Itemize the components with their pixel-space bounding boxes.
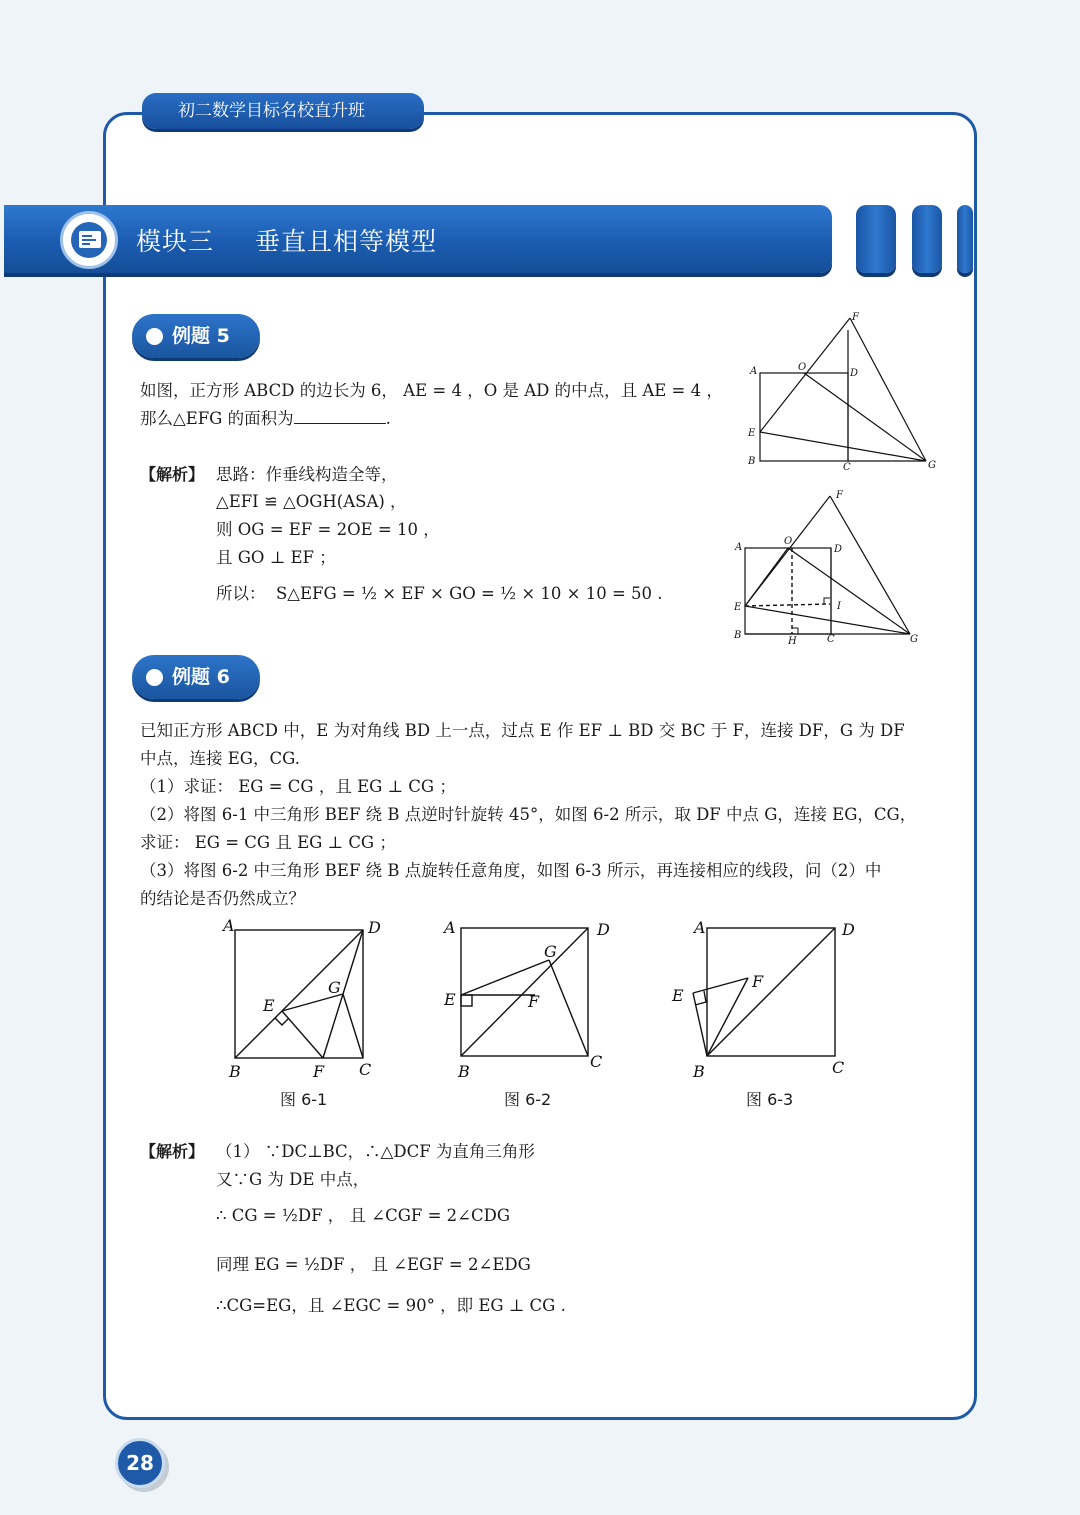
square-abcd bbox=[760, 373, 848, 461]
svg-text:D: D bbox=[850, 368, 859, 379]
svg-text:C: C bbox=[832, 1058, 845, 1077]
svg-text:D: D bbox=[368, 918, 381, 937]
example-6-p2: 中点，连接 EG，CG. bbox=[140, 749, 300, 768]
example-6-p6: （3）将图 6-2 中三角形 BEF 绕 B 点旋转任意角度，如图 6-3 所示，再连接相应的线段，问（2）中 bbox=[140, 861, 882, 880]
svg-text:C: C bbox=[590, 1052, 603, 1071]
example-6-solution-4: 同理 EG = ½DF ， 且 ∠EGF = 2∠EDG bbox=[216, 1255, 531, 1274]
example-6-p1: 已知正方形 ABCD 中，E 为对角线 BD 上一点，过点 E 作 EF ⊥ BD 交 BC 于 F，连接 DF，G 为 DF bbox=[140, 721, 905, 740]
module-title: 垂直且相等模型 bbox=[255, 227, 438, 256]
svg-text:G: G bbox=[328, 978, 341, 997]
svg-text:C: C bbox=[359, 1060, 372, 1079]
svg-text:G: G bbox=[544, 942, 557, 961]
example-5-analysis-2: △EFI ≌ △OGH(ASA) ， bbox=[216, 492, 407, 511]
example-6-p5: 求证： EG = CG 且 EG ⊥ CG ； bbox=[140, 833, 396, 852]
svg-text:G: G bbox=[910, 634, 918, 645]
example-5-analysis-1: 思路：作垂线构造全等， bbox=[216, 465, 398, 484]
svg-text:B: B bbox=[748, 456, 756, 467]
svg-text:A: A bbox=[444, 918, 456, 937]
example-5-analysis-4: 且 GO ⊥ EF ； bbox=[216, 548, 336, 567]
svg-text:E: E bbox=[748, 428, 756, 439]
svg-text:O: O bbox=[798, 362, 807, 373]
analysis-prefix: 所以： bbox=[216, 584, 266, 603]
svg-text:B: B bbox=[229, 1062, 241, 1081]
svg-text:F: F bbox=[313, 1062, 325, 1081]
example-5-line-1: 如图，正方形 ABCD 的边长为 6， AE = 4 ，O 是 AD 的中点，且 AE = 4 ， bbox=[140, 381, 723, 400]
banner-deco-bar bbox=[912, 205, 942, 273]
example-6-solution-2: 又∵G 为 DE 中点， bbox=[216, 1170, 370, 1189]
svg-text:E: E bbox=[672, 986, 684, 1005]
svg-text:D: D bbox=[842, 920, 855, 939]
banner-deco-bar bbox=[957, 205, 973, 273]
figure-6-3 bbox=[670, 915, 860, 1085]
svg-text:F: F bbox=[852, 312, 859, 323]
module-label: 模块三 bbox=[136, 227, 215, 256]
svg-text:E: E bbox=[444, 990, 456, 1009]
svg-text:E: E bbox=[734, 602, 742, 613]
example-6-badge-label: 例题 6 bbox=[172, 666, 230, 688]
example-6-solution-3: ∴ CG = ½DF ， 且 ∠CGF = 2∠CDG bbox=[216, 1206, 511, 1225]
module-icon bbox=[60, 211, 118, 269]
page-number: 28 bbox=[115, 1438, 165, 1488]
example-5-line-2 bbox=[140, 405, 391, 433]
example-6-solution-1: （1） ∵DC⊥BC，∴△DCF 为直角三角形 bbox=[216, 1142, 535, 1161]
example-6-p3: （1）求证： EG = CG ，且 EG ⊥ CG ； bbox=[140, 777, 456, 796]
banner-deco-bar bbox=[856, 205, 896, 273]
svg-text:F: F bbox=[836, 490, 843, 501]
svg-text:A: A bbox=[735, 542, 743, 553]
svg-text:F: F bbox=[752, 972, 764, 991]
figure-6-3-caption: 图 6-3 bbox=[746, 1090, 794, 1109]
svg-text:B: B bbox=[734, 630, 742, 641]
example-5-question: 那么△EFG 的面积为 bbox=[140, 409, 294, 428]
svg-text:E: E bbox=[263, 996, 275, 1015]
example-5-analysis-label: 【解析】 bbox=[140, 465, 205, 484]
series-title: 初二数学目标名校直升班 bbox=[178, 101, 365, 121]
svg-text:C: C bbox=[843, 462, 851, 473]
figure-6-1 bbox=[220, 915, 390, 1085]
svg-text:D: D bbox=[834, 544, 843, 555]
figure-6-2-caption: 图 6-2 bbox=[504, 1090, 552, 1109]
example-6-analysis-label: 【解析】 bbox=[140, 1142, 205, 1161]
example-6-p7: 的结论是否仍然成立？ bbox=[140, 889, 305, 908]
example-5-analysis-5 bbox=[216, 580, 663, 608]
svg-text:D: D bbox=[597, 920, 610, 939]
example-5-analysis-3: 则 OG = EF = 2OE = 10 ， bbox=[216, 520, 440, 539]
area-formula: S△EFG = ½ × EF × GO = ½ × 10 × 10 = 50 . bbox=[276, 584, 663, 603]
svg-text:H: H bbox=[788, 636, 797, 647]
svg-text:I: I bbox=[837, 601, 841, 612]
example-5-badge bbox=[132, 314, 260, 358]
example-6-badge bbox=[132, 655, 260, 699]
example-5-period: . bbox=[385, 409, 391, 428]
svg-text:A: A bbox=[750, 366, 758, 377]
svg-text:B: B bbox=[458, 1062, 470, 1081]
svg-text:A: A bbox=[223, 916, 235, 935]
svg-text:F: F bbox=[528, 992, 540, 1011]
figure-6-1-caption: 图 6-1 bbox=[280, 1090, 328, 1109]
svg-text:B: B bbox=[693, 1062, 705, 1081]
answer-blank[interactable] bbox=[294, 405, 386, 424]
example-5-figure-1 bbox=[740, 310, 940, 475]
example-5-figure-2 bbox=[730, 488, 940, 653]
svg-text:G: G bbox=[928, 460, 936, 471]
example-6-solution-5: ∴CG=EG，且 ∠EGC = 90° ，即 EG ⊥ CG . bbox=[216, 1296, 566, 1315]
example-5-badge-label: 例题 5 bbox=[172, 325, 230, 347]
svg-text:A: A bbox=[694, 918, 706, 937]
notebook-icon bbox=[63, 214, 115, 266]
figure-6-2 bbox=[440, 915, 615, 1085]
example-6-p4: （2）将图 6-1 中三角形 BEF 绕 B 点逆时针旋转 45°，如图 6-2 所示，取 DF 中点 G，连接 EG，CG， bbox=[140, 805, 917, 824]
svg-text:C: C bbox=[827, 634, 835, 645]
series-title-tab bbox=[142, 93, 424, 129]
svg-text:O: O bbox=[784, 536, 793, 547]
